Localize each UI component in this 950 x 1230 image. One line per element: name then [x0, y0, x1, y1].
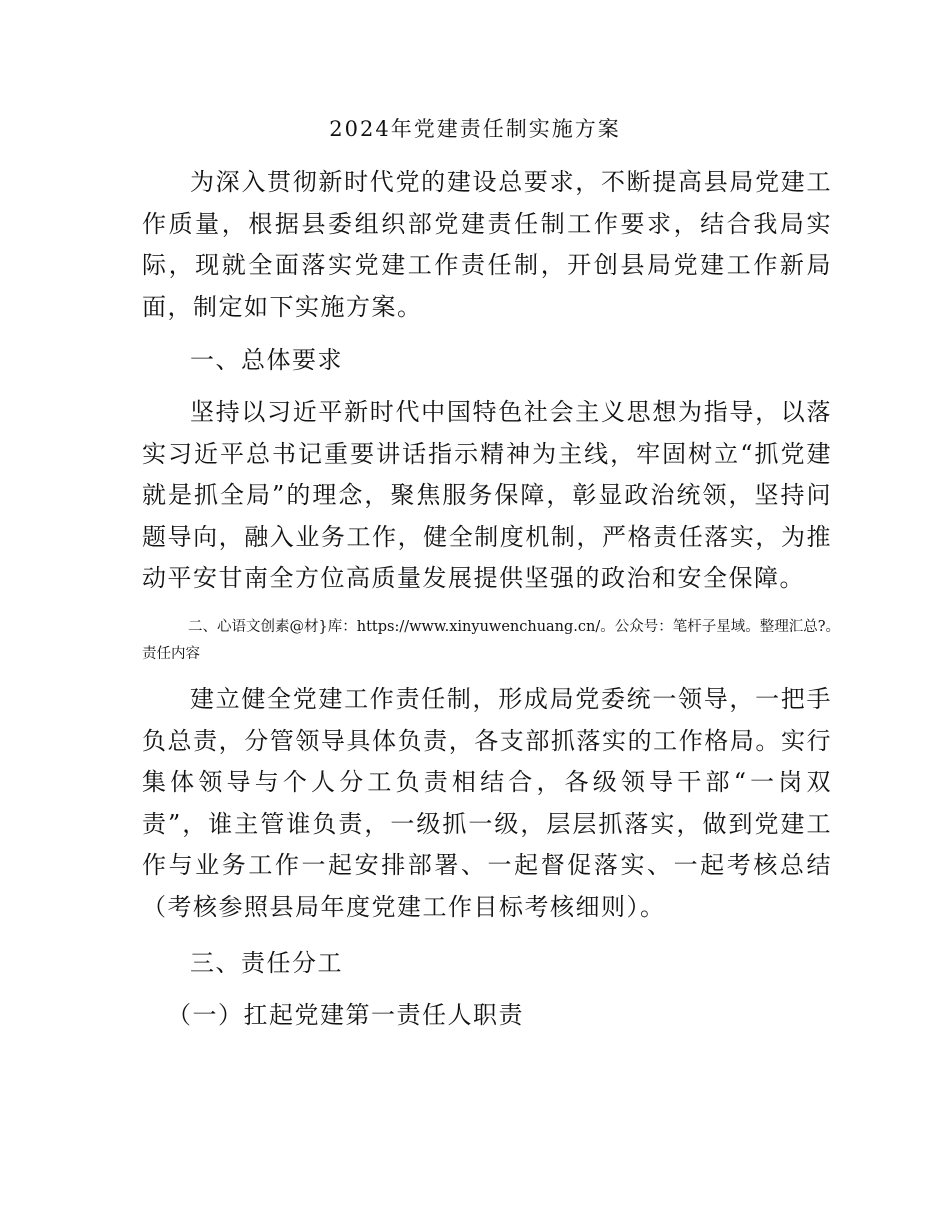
intro-paragraph: 为深入贯彻新时代党的建设总要求，不断提高县局党建工作质量，根据县委组织部党建责任制工作要求，结合我局实际，现就全面落实党建工作责任制，开创县局党建工作新局面，制定如下实施方案。 [142, 168, 832, 321]
section-2-heading: 二、心语文创素@材}库：https://www.xinyuwenchuang.cn/。公众号：笔杆子星域。整理汇总?。责任内容 [142, 619, 841, 662]
section-1-heading: 一、总体要求 [190, 346, 343, 374]
section-1-paragraph: 坚持以习近平新时代中国特色社会主义思想为指导，以落实习近平总书记重要讲话指示精神为主线，牢固树立“抓党建就是抓全局”的理念，聚焦服务保障，彰显政治统领，坚持问题导向，融入业务工作，健全制度机制，严格责任落实，为推动平安甘南全方位高质量发展提供坚强的政治和安全保障。 [142, 398, 832, 592]
section-3-subheading-1: （一）扛起党建第一责任人职责 [167, 1001, 524, 1029]
section-2-paragraph: 建立健全党建工作责任制，形成局党委统一领导，一把手负总责，分管领导具体负责，各支部抓落实的工作格局。实行集体领导与个人分工负责相结合，各级领导干部“一岗双责”，谁主管谁负责，一级抓一级，层层抓落实，做到党建工作与业务工作一起安排部署、一起督促落实、一起考核总结（考核参照县局年度党建工作目标考核细则）。 [142, 685, 832, 921]
document-title: 2024年党建责任制实施方案 [329, 117, 621, 141]
section-3-heading: 三、责任分工 [190, 949, 343, 977]
